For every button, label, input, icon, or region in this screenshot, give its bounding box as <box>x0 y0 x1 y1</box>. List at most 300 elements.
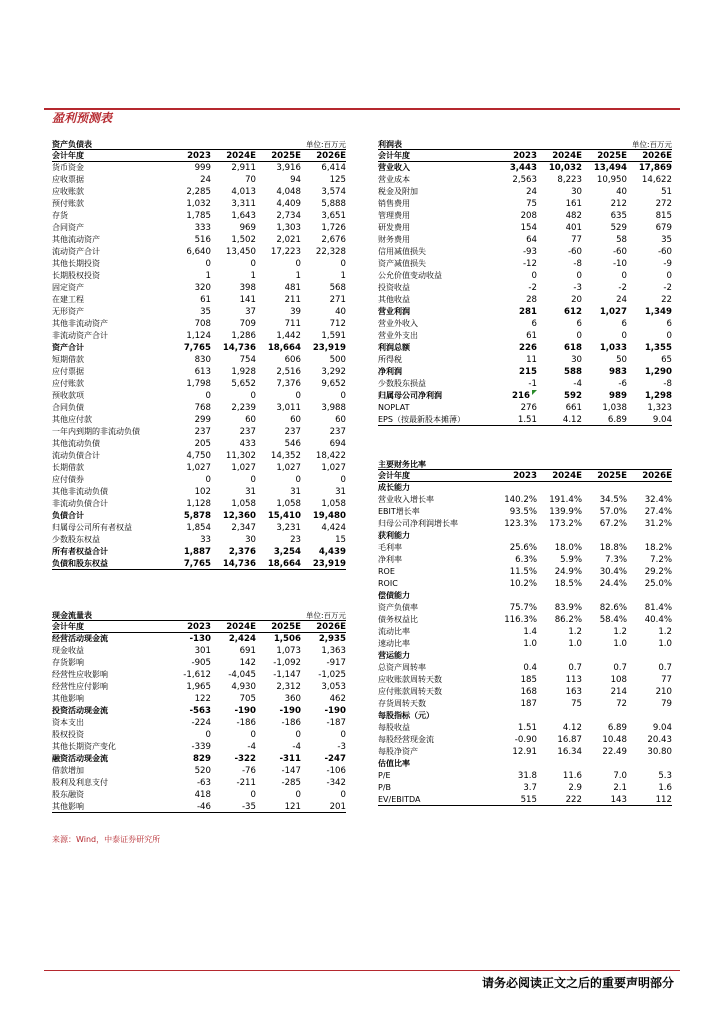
row-value: 6 <box>576 319 582 329</box>
top-rule <box>44 108 680 110</box>
row-value: 2,376 <box>228 547 256 557</box>
table-row <box>378 746 672 758</box>
row-value: 215 <box>519 367 537 377</box>
row-value: 829 <box>193 754 211 764</box>
row-value: 568 <box>329 283 346 293</box>
table-title: 主要财务比率 <box>378 460 426 469</box>
row-label: 经营性应付影响 <box>52 682 108 691</box>
row-value: 37 <box>245 307 256 317</box>
table-row <box>52 294 346 306</box>
row-label: 合同资产 <box>52 223 84 232</box>
row-label: 存货 <box>52 211 68 220</box>
year-header: 2024E <box>226 151 256 161</box>
row-value: 1.2 <box>658 627 672 637</box>
row-value: 185 <box>520 675 537 685</box>
row-value: 18.5% <box>554 579 582 589</box>
row-value: -8 <box>663 379 672 389</box>
row-value: -93 <box>522 247 537 257</box>
row-value: 0.7 <box>613 663 627 673</box>
row-value: 31 <box>290 487 301 497</box>
row-value: 113 <box>565 675 582 685</box>
row-value: 0.4 <box>523 663 537 673</box>
row-value: 3,651 <box>321 211 346 221</box>
year-header: 2026E <box>642 471 672 481</box>
row-value: 0 <box>340 475 346 485</box>
row-value: 40.4% <box>644 615 672 625</box>
table-row <box>52 426 346 438</box>
row-value: -186 <box>236 718 256 728</box>
row-label: 流动负债合计 <box>52 451 100 460</box>
row-value: 546 <box>284 439 301 449</box>
row-label: 营业外支出 <box>378 331 418 340</box>
row-value: 161 <box>565 199 582 209</box>
row-label: 长期股权投资 <box>52 271 100 280</box>
row-value: 5.3 <box>658 771 672 781</box>
row-value: 9.04 <box>652 415 672 425</box>
table-title-row <box>52 610 346 621</box>
row-label: EPS（按最新股本摊薄） <box>378 415 465 424</box>
row-label: 成长能力 <box>378 483 410 492</box>
row-value: 6.3% <box>515 555 537 565</box>
row-value: 969 <box>239 223 256 233</box>
row-value: 1,355 <box>644 343 672 353</box>
table-row <box>378 506 672 518</box>
row-value: 0.7 <box>658 663 672 673</box>
row-value: 33 <box>200 535 211 545</box>
table-header-row <box>52 150 346 162</box>
table-row <box>378 734 672 746</box>
row-label: 营业成本 <box>378 175 410 184</box>
row-value: -190 <box>324 706 346 716</box>
row-value <box>627 482 672 494</box>
row-value: 30 <box>571 187 582 197</box>
row-value <box>537 758 582 770</box>
row-value <box>627 530 672 542</box>
row-label: 少数股东损益 <box>378 379 426 388</box>
row-label: 资本支出 <box>52 718 84 727</box>
row-value: 0 <box>250 790 256 800</box>
row-value: 401 <box>565 223 582 233</box>
ratios-table <box>378 459 672 806</box>
row-value: 0 <box>295 259 301 269</box>
row-value: 11,302 <box>225 451 256 461</box>
row-value: 51 <box>661 187 672 197</box>
row-value: -322 <box>234 754 256 764</box>
row-value: 301 <box>194 646 211 656</box>
row-value: 2,021 <box>276 235 301 245</box>
row-value: -12 <box>522 259 537 269</box>
row-value: 712 <box>329 319 346 329</box>
table-row <box>52 633 346 645</box>
row-label: 投资活动现金流 <box>52 706 108 715</box>
row-value: 11.6 <box>562 771 582 781</box>
row-value: 2,563 <box>512 175 537 185</box>
row-value <box>627 590 672 602</box>
table-row <box>378 722 672 734</box>
row-value: 141 <box>239 295 256 305</box>
table-row <box>378 530 672 542</box>
row-value: 14,352 <box>270 451 301 461</box>
row-label: 资产合计 <box>52 343 84 352</box>
row-value <box>492 710 537 722</box>
row-value: 5.9% <box>560 555 582 565</box>
row-value: 15,410 <box>267 511 301 521</box>
row-value: -917 <box>326 658 346 668</box>
row-value: 27.4% <box>644 507 672 517</box>
row-value: 216 <box>492 390 537 402</box>
row-label: 少数股东权益 <box>52 535 100 544</box>
row-label: 股权投资 <box>52 730 84 739</box>
row-label: 获利能力 <box>378 531 410 540</box>
table-row <box>378 222 672 234</box>
row-value: 143 <box>610 795 627 805</box>
table-row <box>52 777 346 789</box>
row-value: 77 <box>571 235 582 245</box>
row-value <box>492 482 537 494</box>
row-value: 398 <box>239 283 256 293</box>
row-value: 123.3% <box>504 519 537 529</box>
row-label: 税金及附加 <box>378 187 418 196</box>
row-value: 1,073 <box>276 646 301 656</box>
row-value: 16.87 <box>557 735 582 745</box>
table-row <box>378 306 672 318</box>
row-label: EBIT增长率 <box>378 507 420 516</box>
table-row <box>378 366 672 378</box>
row-value: 12,360 <box>222 511 256 521</box>
table-row <box>52 450 346 462</box>
row-value: 3,053 <box>321 682 346 692</box>
row-value: 1.2 <box>568 627 582 637</box>
row-label: 每股经营现金流 <box>378 735 434 744</box>
source-note: 来源：Wind，中泰证券研究所 <box>52 835 161 844</box>
row-value: 18,422 <box>315 451 346 461</box>
row-value: 4,930 <box>231 682 256 692</box>
row-value: 31 <box>335 487 346 497</box>
row-value: 102 <box>194 487 211 497</box>
row-value: 516 <box>194 235 211 245</box>
row-value: 7,765 <box>183 559 211 569</box>
row-value <box>582 650 627 662</box>
row-value: 191.4% <box>549 495 582 505</box>
row-value: 11.5% <box>509 567 537 577</box>
table-row <box>378 234 672 246</box>
row-value: 0 <box>666 271 672 281</box>
table-row <box>378 758 672 770</box>
row-value: 0 <box>205 391 211 401</box>
table-row <box>378 402 672 414</box>
row-label: 营业收入 <box>378 163 410 172</box>
row-value: 1,854 <box>186 523 211 533</box>
row-value: 0 <box>250 259 256 269</box>
row-value: -190 <box>279 706 301 716</box>
table-row <box>378 614 672 626</box>
row-value: 4,424 <box>321 523 346 533</box>
row-value: 24 <box>526 187 537 197</box>
row-value: 7,765 <box>183 343 211 353</box>
row-value: 276 <box>520 403 537 413</box>
row-value: 4,439 <box>318 547 346 557</box>
row-value: 3,311 <box>231 199 256 209</box>
row-value: 58.4% <box>599 615 627 625</box>
footer-disclaimer: 请务必阅读正文之后的重要声明部分 <box>481 976 674 990</box>
row-value: 768 <box>194 403 211 413</box>
row-value: 24 <box>616 295 627 305</box>
row-label: 净利率 <box>378 555 402 564</box>
row-value: 28 <box>526 295 537 305</box>
row-value: 0 <box>340 730 346 740</box>
row-value: 1,027 <box>321 463 346 473</box>
row-label: 在建工程 <box>52 295 84 304</box>
row-value: 23,919 <box>312 559 346 569</box>
row-value: 237 <box>284 427 301 437</box>
row-label: 归母公司净利润增长率 <box>378 519 458 528</box>
row-value: 1,798 <box>186 379 211 389</box>
row-label: 应收账款 <box>52 187 84 196</box>
row-value: -3 <box>573 283 582 293</box>
row-value: 35 <box>661 235 672 245</box>
row-value: 10.2% <box>509 579 537 589</box>
row-value: 13,494 <box>593 163 627 173</box>
row-value: 168 <box>520 687 537 697</box>
row-value: 1,298 <box>644 391 672 401</box>
row-value <box>627 758 672 770</box>
row-value: 50 <box>616 355 627 365</box>
row-value: 30 <box>245 535 256 545</box>
table-row <box>378 354 672 366</box>
row-value: 481 <box>284 283 301 293</box>
table-row <box>378 494 672 506</box>
row-value: 1,502 <box>231 235 256 245</box>
table-row <box>52 486 346 498</box>
row-value: 222 <box>565 795 582 805</box>
row-value: 14,622 <box>641 175 672 185</box>
row-value: 815 <box>655 211 672 221</box>
row-value: 16.34 <box>557 747 582 757</box>
row-value: 592 <box>564 391 582 401</box>
row-value: 18,664 <box>267 559 301 569</box>
row-value: 226 <box>519 343 537 353</box>
row-value: 3,443 <box>509 163 537 173</box>
row-value: -187 <box>326 718 346 728</box>
row-value: 6,414 <box>321 163 346 173</box>
row-value: 187 <box>520 699 537 709</box>
row-value: 29.2% <box>644 567 672 577</box>
row-value <box>582 482 627 494</box>
row-label: 财务费用 <box>378 235 410 244</box>
table-row <box>52 174 346 186</box>
table-row <box>52 258 346 270</box>
row-value: -1,147 <box>273 670 301 680</box>
row-value: 500 <box>329 355 346 365</box>
row-value: 1 <box>205 271 211 281</box>
table-row <box>378 542 672 554</box>
row-value: 4,409 <box>276 199 301 209</box>
row-value: 0 <box>295 790 301 800</box>
row-label: 流动资产合计 <box>52 247 100 256</box>
row-value: 30.4% <box>599 567 627 577</box>
table-row <box>52 789 346 801</box>
row-label: 销售费用 <box>378 199 410 208</box>
row-value: 1,363 <box>321 646 346 656</box>
row-label: 利润总额 <box>378 343 410 352</box>
row-value: 67.2% <box>599 519 627 529</box>
year-header: 2025E <box>271 151 301 161</box>
row-value: -76 <box>241 766 256 776</box>
row-value: 1,290 <box>644 367 672 377</box>
header-label: 会计年度 <box>52 151 84 160</box>
row-value: 60 <box>335 415 346 425</box>
row-value: 320 <box>194 283 211 293</box>
table-row <box>52 522 346 534</box>
header-label: 会计年度 <box>52 622 84 631</box>
row-label: 每股净资产 <box>378 747 418 756</box>
year-header: 2024E <box>552 471 582 481</box>
row-value: 1,785 <box>186 211 211 221</box>
row-value: 830 <box>194 355 211 365</box>
year-header: 2023 <box>513 471 537 481</box>
table-row <box>52 402 346 414</box>
row-value: -8 <box>573 259 582 269</box>
row-label: 预付账款 <box>52 199 84 208</box>
row-value: 1.51 <box>517 415 537 425</box>
table-row <box>378 174 672 186</box>
row-value <box>582 758 627 770</box>
row-value: 34.5% <box>599 495 627 505</box>
row-label: 融资活动现金流 <box>52 754 108 763</box>
row-value: 999 <box>194 163 211 173</box>
row-value: -211 <box>236 778 256 788</box>
row-value: 3,292 <box>321 367 346 377</box>
row-value: 4,048 <box>276 187 301 197</box>
row-value: 2,347 <box>231 523 256 533</box>
row-value: -4,045 <box>228 670 256 680</box>
row-value: 5,888 <box>321 199 346 209</box>
table-row <box>52 282 346 294</box>
row-value: 1.0 <box>613 639 627 649</box>
row-value: 1,442 <box>276 331 301 341</box>
row-label: 营业利润 <box>378 307 410 316</box>
row-value: 1,303 <box>276 223 301 233</box>
row-value: 1,027 <box>186 463 211 473</box>
row-value: 3,011 <box>276 403 301 413</box>
row-label: 应收账款周转天数 <box>378 675 442 684</box>
row-value: 0 <box>340 391 346 401</box>
row-value: 108 <box>610 675 627 685</box>
row-label: 债务权益比 <box>378 615 418 624</box>
row-value: 40 <box>616 187 627 197</box>
row-value: 2,424 <box>228 634 256 644</box>
row-label: 流动比率 <box>378 627 410 636</box>
table-row <box>52 366 346 378</box>
income-statement-table <box>378 139 672 426</box>
row-value <box>537 530 582 542</box>
row-value: 3,916 <box>276 163 301 173</box>
row-value: -147 <box>281 766 301 776</box>
row-value: 237 <box>194 427 211 437</box>
row-value: -905 <box>191 658 211 668</box>
row-label: P/E <box>378 771 391 780</box>
row-value: 18.0% <box>554 543 582 553</box>
row-value: -186 <box>281 718 301 728</box>
year-header: 2023 <box>187 622 211 632</box>
row-value: 0 <box>250 730 256 740</box>
row-value: 983 <box>609 367 627 377</box>
row-value: 515 <box>520 795 537 805</box>
row-label: 其他流动负债 <box>52 439 100 448</box>
row-value: 25.6% <box>509 543 537 553</box>
row-value: 0 <box>576 331 582 341</box>
row-value: 142 <box>239 658 256 668</box>
row-value: 2.1 <box>613 783 627 793</box>
table-row <box>52 390 346 402</box>
table-header-row <box>378 470 672 482</box>
row-value: 1,128 <box>186 499 211 509</box>
table-row <box>52 657 346 669</box>
row-label: 其他长期资产变化 <box>52 742 116 751</box>
balance-sheet-table <box>52 139 346 570</box>
row-value: 1,038 <box>602 403 627 413</box>
row-value: 93.5% <box>509 507 537 517</box>
row-value: 60 <box>290 415 301 425</box>
page-title: 盈利预测表 <box>52 111 113 125</box>
row-value: -285 <box>281 778 301 788</box>
row-label: 投资收益 <box>378 283 410 292</box>
row-label: 预收款项 <box>52 391 84 400</box>
row-value: -2 <box>618 283 627 293</box>
row-value: 3,574 <box>321 187 346 197</box>
table-row <box>52 534 346 546</box>
row-value: 2,239 <box>231 403 256 413</box>
row-value: 1.0 <box>523 639 537 649</box>
row-value: 75.7% <box>509 603 537 613</box>
row-value: 0 <box>340 259 346 269</box>
row-value: -190 <box>234 706 256 716</box>
table-row <box>52 378 346 390</box>
row-value: 1.0 <box>568 639 582 649</box>
row-value: 6.89 <box>607 415 627 425</box>
row-value: -2 <box>528 283 537 293</box>
row-value: 13,450 <box>225 247 256 257</box>
row-value: 39 <box>290 307 301 317</box>
table-row <box>52 210 346 222</box>
row-value: -3 <box>337 742 346 752</box>
year-header: 2026E <box>316 151 346 161</box>
row-value: 18,664 <box>267 343 301 353</box>
row-value: 1 <box>295 271 301 281</box>
row-value: 433 <box>239 439 256 449</box>
row-value: 77 <box>661 675 672 685</box>
table-row <box>52 246 346 258</box>
row-value: 20 <box>571 295 582 305</box>
row-value: 272 <box>655 199 672 209</box>
row-value: 9,652 <box>321 379 346 389</box>
row-value: 520 <box>194 766 211 776</box>
row-value: 4.12 <box>562 415 582 425</box>
row-value <box>582 710 627 722</box>
row-value: -4 <box>573 379 582 389</box>
table-row <box>378 554 672 566</box>
row-label: 所得税 <box>378 355 402 364</box>
row-value: -106 <box>326 766 346 776</box>
row-value: 691 <box>239 646 256 656</box>
year-header: 2026E <box>642 151 672 161</box>
row-value: 1 <box>250 271 256 281</box>
table-row <box>52 354 346 366</box>
table-row <box>378 638 672 650</box>
table-row <box>378 378 672 390</box>
table-title: 利润表 <box>378 140 402 149</box>
row-value: 989 <box>609 391 627 401</box>
